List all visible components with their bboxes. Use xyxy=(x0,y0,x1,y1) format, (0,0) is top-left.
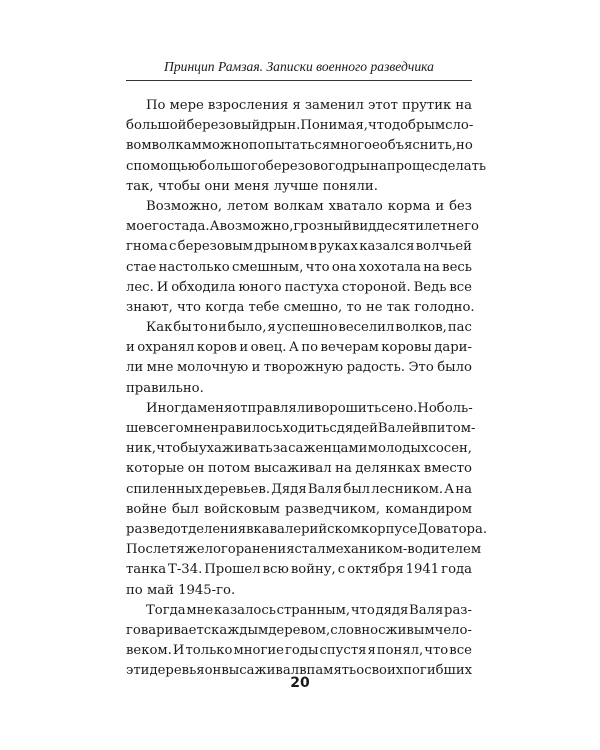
text-line: гнома с березовым дрыном в руках казался волчьей xyxy=(126,239,472,255)
running-head: Принцип Рамзая. Записки военного разведчика xyxy=(164,59,434,74)
text-line: войне был войсковым разведчиком, командиром xyxy=(126,501,472,517)
text-line: спиленных деревьев. Дядя Валя был лесником. А на xyxy=(126,481,472,497)
text-line: По мере взросления я заменил этот прутик на xyxy=(146,98,472,113)
text-line: После тяжелого ранения стал механиком-водителем xyxy=(126,542,482,558)
text-line: веком. И только многие годы спустя я понял, что все xyxy=(126,643,472,659)
text-line: с помощью большого березового дрына проще сделать xyxy=(126,158,487,174)
page-number: 20 xyxy=(290,675,310,691)
text-line: по май 1945-го. xyxy=(126,582,236,598)
text-line: которые он потом высаживал на делянках вместо xyxy=(126,461,472,477)
body-text xyxy=(126,96,488,681)
text-line: стае настолько смешным, что она хохотала на весь xyxy=(126,259,472,275)
text-line: большой березовый дрын. Понимая, что добрым сло- xyxy=(126,118,474,134)
header-rule xyxy=(126,80,472,81)
text-line: лес. И обходила юного пастуха стороной. Ведь все xyxy=(126,279,472,295)
text-line: ше всего мне нравилось ходить с дядей Валей в питом- xyxy=(126,421,476,436)
text-line: разведотделения в кавалерийском корпусе Доватора. xyxy=(126,521,488,537)
text-line: Возможно, летом волкам хватало корма и без xyxy=(146,198,472,214)
text-line: Иногда меня отправляли ворошить сено. Но боль- xyxy=(146,400,473,416)
text-line: правильно. xyxy=(126,380,204,396)
text-line: ник, чтобы ухаживать за саженцами молодых сосен, xyxy=(126,441,472,457)
text-line: говаривает с каждым деревом, словно с живым чело- xyxy=(126,622,472,638)
text-line: и охранял коров и овец. А по вечерам коровы дари- xyxy=(126,340,472,356)
text-line: моего стада. А возможно, грозный вид десятилетнего xyxy=(126,219,479,235)
text-line: так, чтобы они меня лучше поняли. xyxy=(126,178,378,194)
text-line: танка Т-34. Прошел всю войну, с октября 1941 года xyxy=(126,562,472,578)
text-line: эти деревья он высаживал в память о своих погибших xyxy=(126,663,473,679)
text-line: вом волкам можно попытаться многое объяснить, но xyxy=(126,138,473,154)
text-line: ли мне молочную и творожную радость. Это было xyxy=(126,360,472,376)
text-line: Тогда мне казалось странным, что дядя Валя раз- xyxy=(146,602,472,618)
text-line: Как бы то ни было, я успешно веселил волков, пас xyxy=(146,320,472,336)
text-line: знают, что когда тебе смешно, то не так голодно. xyxy=(126,299,475,315)
